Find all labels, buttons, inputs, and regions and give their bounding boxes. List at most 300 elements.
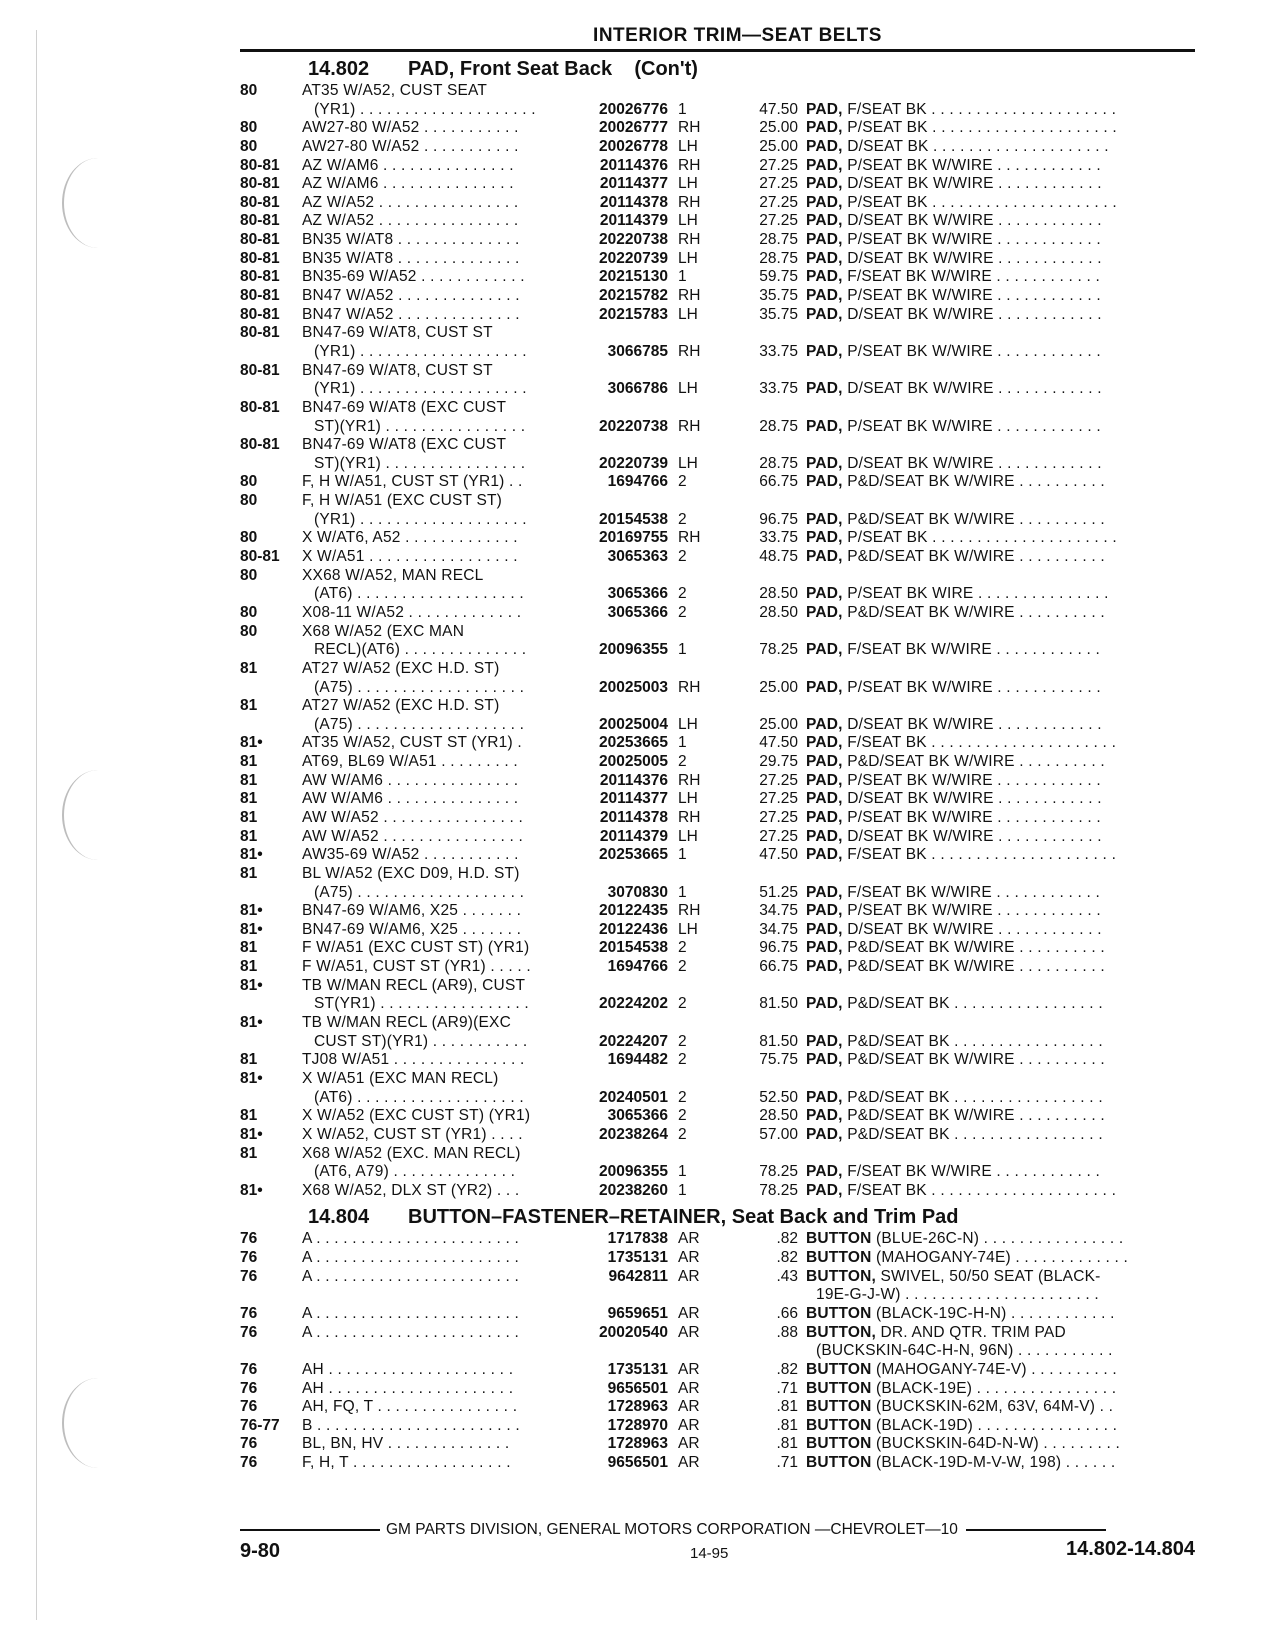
table-row	[240, 902, 1195, 921]
price: .81	[776, 1435, 798, 1453]
part-number: 20253665	[599, 846, 668, 864]
quantity	[674, 362, 716, 381]
quantity: RH	[678, 902, 701, 920]
price: 27.25	[759, 771, 798, 789]
table-row	[240, 734, 1195, 753]
model-description: BN35 W/AT8 . . . . . . . . . . . . . .	[302, 231, 520, 249]
quantity: LH	[678, 920, 698, 938]
footer-publisher: GM PARTS DIVISION, GENERAL MOTORS CORPORATION —CHEVROLET—10	[386, 1521, 958, 1538]
quantity: LH	[678, 790, 698, 808]
price: 66.75	[759, 958, 798, 976]
part-name-noun: PAD,	[806, 193, 843, 211]
part-name-detail: P&D/SEAT BK W/WIRE . . . . . . . . . .	[842, 548, 1105, 566]
quantity: LH	[678, 380, 698, 398]
price	[716, 324, 804, 343]
part-name-detail: P/SEAT BK W/WIRE . . . . . . . . . . . .	[842, 902, 1101, 920]
quantity: 2	[678, 995, 687, 1013]
price: 81.50	[759, 1032, 798, 1050]
part-number: 20096355	[599, 641, 668, 659]
model-description: AW27-80 W/A52 . . . . . . . . . . .	[302, 137, 519, 155]
table-row	[240, 1070, 1195, 1089]
part-name-detail: P&D/SEAT BK W/WIRE . . . . . . . . . .	[842, 1051, 1105, 1069]
price	[716, 1070, 804, 1089]
price: 35.75	[759, 305, 798, 323]
table-row	[240, 884, 1195, 903]
price: 35.75	[759, 287, 798, 305]
model-description: X W/A52 (EXC CUST ST) (YR1)	[302, 1107, 531, 1125]
part-name-noun: PAD,	[806, 641, 843, 659]
price: 28.75	[759, 417, 798, 435]
price: 78.25	[759, 1163, 798, 1181]
table-row	[240, 623, 1195, 642]
quantity: 2	[678, 1051, 687, 1069]
model-year: 81	[240, 771, 258, 789]
quantity: 2	[678, 548, 687, 566]
quantity: 2	[678, 585, 687, 603]
price: 27.25	[759, 175, 798, 193]
part-number	[570, 1014, 674, 1033]
part-name-noun: PAD,	[806, 342, 843, 360]
part-name	[804, 399, 1180, 418]
model-year: 76	[240, 1454, 258, 1472]
part-name	[804, 1070, 1180, 1089]
part-name	[804, 306, 1180, 325]
section-number: 14.802	[308, 58, 370, 80]
part-name-noun: PAD,	[806, 156, 843, 174]
part-name-detail: D/SEAT BK W/WIRE . . . . . . . . . . . .	[842, 827, 1102, 845]
part-name-noun: PAD,	[806, 883, 843, 901]
price	[716, 1014, 804, 1033]
quantity: 2	[678, 510, 687, 528]
part-name	[804, 1033, 1180, 1052]
quantity: 2	[678, 1032, 687, 1050]
part-name-detail: (BUCKSKIN-64D-N-W) . . . . . . . . .	[871, 1435, 1121, 1453]
part-number: 20025003	[599, 678, 668, 696]
table-row	[240, 939, 1195, 958]
part-name-noun: PAD,	[806, 305, 843, 323]
table-row	[240, 306, 1195, 325]
quantity: LH	[678, 827, 698, 845]
part-name	[804, 1305, 1180, 1324]
model-year: 81•	[240, 976, 263, 994]
table-row	[240, 1268, 1195, 1287]
part-name-noun: PAD,	[806, 231, 843, 249]
model-year	[240, 1286, 302, 1305]
model-description: AZ W/A52 . . . . . . . . . . . . . . . .	[302, 212, 519, 230]
table-row	[240, 828, 1195, 847]
model-year	[240, 679, 302, 698]
model-year: 76	[240, 1379, 258, 1397]
part-name-noun: PAD,	[806, 790, 843, 808]
part-name-noun: PAD,	[806, 958, 843, 976]
quantity: LH	[678, 175, 698, 193]
part-number: 1694766	[607, 473, 668, 491]
quantity: 1	[678, 734, 687, 752]
part-name-detail: (BLACK-19C-H-N) . . . . . . . . . . . .	[871, 1305, 1115, 1322]
part-name	[804, 660, 1180, 679]
quantity: AR	[678, 1454, 700, 1472]
part-name	[804, 846, 1180, 865]
model-year: 81•	[240, 1181, 263, 1199]
part-name-noun: PAD,	[806, 995, 843, 1013]
part-number	[570, 324, 674, 343]
part-number: 20154538	[599, 510, 668, 528]
part-name	[804, 1107, 1180, 1126]
table-row	[240, 660, 1195, 679]
model-description: BN47-69 W/AM6, X25 . . . . . . .	[302, 920, 522, 938]
part-name-detail: P&D/SEAT BK W/WIRE . . . . . . . . . .	[842, 510, 1105, 528]
part-name-noun: BUTTON	[806, 1230, 872, 1248]
model-description: AW W/AM6 . . . . . . . . . . . . . . .	[302, 771, 519, 789]
price: 25.00	[759, 119, 798, 137]
quantity: 1	[678, 268, 687, 286]
part-number: 20114376	[599, 771, 668, 789]
table-row	[240, 194, 1195, 213]
model-description: ST(YR1) . . . . . . . . . . . . . . . . .	[314, 995, 529, 1013]
table-row	[240, 1145, 1195, 1164]
part-name-detail: D/SEAT BK W/WIRE . . . . . . . . . . . .	[842, 454, 1102, 472]
table-row	[240, 865, 1195, 884]
part-name-detail: D/SEAT BK W/WIRE . . . . . . . . . . . .	[842, 920, 1102, 938]
part-name	[804, 1417, 1180, 1436]
part-name-detail: P&D/SEAT BK W/WIRE . . . . . . . . . .	[842, 753, 1105, 771]
price: .82	[776, 1249, 798, 1267]
price: 52.50	[759, 1088, 798, 1106]
part-name-noun: PAD,	[806, 715, 843, 733]
price	[716, 1145, 804, 1164]
part-name-noun: PAD,	[806, 753, 843, 771]
table-row	[240, 492, 1195, 511]
model-year: 76	[240, 1435, 258, 1453]
part-name	[804, 772, 1180, 791]
quantity: AR	[678, 1379, 700, 1397]
table-row	[240, 604, 1195, 623]
table-row	[240, 231, 1195, 250]
model-year: 80-81	[240, 324, 280, 342]
part-number: 9656501	[607, 1454, 668, 1472]
quantity	[674, 567, 716, 586]
table-row	[240, 1305, 1195, 1324]
model-year: 80	[240, 603, 258, 621]
part-name-noun: PAD,	[806, 287, 843, 305]
part-name	[804, 1398, 1180, 1417]
price: 27.25	[759, 827, 798, 845]
quantity	[674, 1342, 716, 1361]
part-name	[804, 82, 1180, 101]
quantity: 2	[678, 958, 687, 976]
model-description: AZ W/AM6 . . . . . . . . . . . . . . .	[302, 175, 514, 193]
model-description: A . . . . . . . . . . . . . . . . . . . . . . .	[302, 1305, 519, 1322]
part-name	[804, 1126, 1180, 1145]
quantity: 2	[678, 473, 687, 491]
part-name-detail: (BLACK-19E) . . . . . . . . . . . . . . . .	[871, 1379, 1117, 1397]
part-name-detail: P&D/SEAT BK W/WIRE . . . . . . . . . .	[842, 958, 1105, 976]
quantity: RH	[678, 529, 701, 547]
part-name	[804, 753, 1180, 772]
table-row	[240, 1361, 1195, 1380]
price: .66	[776, 1305, 798, 1322]
model-year: 80-81	[240, 287, 280, 305]
part-name-detail: P/SEAT BK W/WIRE . . . . . . . . . . . .	[842, 342, 1101, 360]
quantity: RH	[678, 156, 701, 174]
part-name-noun: PAD,	[806, 454, 843, 472]
part-number: 20224202	[599, 995, 668, 1013]
price	[716, 362, 804, 381]
part-name-noun: BUTTON	[806, 1379, 872, 1397]
part-name	[804, 1361, 1180, 1380]
part-name-detail: 19E-G-J-W) . . . . . . . . . . . . . . . . . . . . . .	[816, 1286, 1099, 1304]
table-row	[240, 362, 1195, 381]
price: 25.00	[759, 678, 798, 696]
model-description: TB W/MAN RECL (AR9)(EXC	[302, 1014, 511, 1032]
model-year	[240, 1163, 302, 1182]
part-name-noun: PAD,	[806, 510, 843, 528]
model-description: F W/A51 (EXC CUST ST) (YR1)	[302, 939, 530, 957]
part-number: 20215782	[599, 287, 668, 305]
part-name-noun: PAD,	[806, 137, 843, 155]
model-description: AZ W/A52 . . . . . . . . . . . . . . . .	[302, 193, 519, 211]
footer-rule-left	[240, 1529, 380, 1531]
model-year: 80-81	[240, 193, 280, 211]
part-name-detail: F/SEAT BK W/WIRE . . . . . . . . . . . .	[842, 883, 1101, 901]
part-number: 1694482	[607, 1051, 668, 1069]
model-description: X W/A51 (EXC MAN RECL)	[302, 1069, 499, 1087]
table-row	[240, 1342, 1195, 1361]
part-number: 20220739	[599, 454, 668, 472]
model-year: 81	[240, 1144, 258, 1162]
part-name-noun: PAD,	[806, 1051, 843, 1069]
part-number: 1728963	[607, 1435, 668, 1453]
price: 28.50	[759, 603, 798, 621]
table-row	[240, 977, 1195, 996]
table-row	[240, 1286, 1195, 1305]
model-year: 81	[240, 790, 258, 808]
model-year: 76	[240, 1267, 258, 1285]
model-description: (A75) . . . . . . . . . . . . . . . . . . .	[314, 678, 525, 696]
part-name-detail: P/SEAT BK W/WIRE . . . . . . . . . . . .	[842, 678, 1101, 696]
part-number: 1728970	[607, 1416, 668, 1434]
model-description: BN35-69 W/A52 . . . . . . . . . . . .	[302, 268, 525, 286]
quantity: 2	[678, 603, 687, 621]
part-name	[804, 995, 1180, 1014]
part-number: 3070830	[607, 883, 668, 901]
model-year: 80	[240, 566, 258, 584]
price	[716, 697, 804, 716]
model-year: 80-81	[240, 436, 280, 454]
quantity: RH	[678, 342, 701, 360]
part-name-detail: F/SEAT BK . . . . . . . . . . . . . . . . . . . . .	[842, 100, 1117, 118]
part-name	[804, 884, 1180, 903]
part-name-noun: BUTTON	[806, 1398, 872, 1416]
part-name-noun: PAD,	[806, 268, 843, 286]
model-description: X68 W/A52 (EXC MAN	[302, 622, 465, 640]
part-number: 1717838	[607, 1230, 668, 1248]
price: 27.25	[759, 193, 798, 211]
model-description: AZ W/AM6 . . . . . . . . . . . . . . .	[302, 156, 514, 174]
section-title: PAD, Front Seat Back (Con't)	[408, 58, 698, 80]
part-name-detail: P/SEAT BK W/WIRE . . . . . . . . . . . .	[842, 417, 1101, 435]
part-name	[804, 716, 1180, 735]
price: 27.25	[759, 808, 798, 826]
table-row	[240, 1230, 1195, 1249]
part-name-noun: PAD,	[806, 1125, 843, 1143]
model-year	[240, 716, 302, 735]
table-row	[240, 567, 1195, 586]
table-row	[240, 418, 1195, 437]
model-year: 81•	[240, 920, 263, 938]
table-row	[240, 1249, 1195, 1268]
part-name-detail: P/SEAT BK W/WIRE . . . . . . . . . . . .	[842, 287, 1101, 305]
model-description: AH . . . . . . . . . . . . . . . . . . . . .	[302, 1360, 514, 1378]
part-name	[804, 1163, 1180, 1182]
part-number: 9656501	[607, 1379, 668, 1397]
part-number	[570, 1342, 674, 1361]
part-number	[570, 362, 674, 381]
model-year: 81	[240, 939, 258, 957]
model-year: 81•	[240, 902, 263, 920]
part-name	[804, 473, 1180, 492]
price: .82	[776, 1360, 798, 1378]
part-name-noun: PAD,	[806, 249, 843, 267]
quantity	[674, 1286, 716, 1305]
quantity: RH	[678, 119, 701, 137]
section-number: 14.804	[308, 1206, 370, 1229]
part-name	[804, 1380, 1180, 1399]
table-row	[240, 790, 1195, 809]
part-number	[570, 623, 674, 642]
table-row	[240, 846, 1195, 865]
quantity	[674, 436, 716, 455]
quantity: AR	[678, 1249, 700, 1267]
model-description: AW W/AM6 . . . . . . . . . . . . . . .	[302, 790, 519, 808]
quantity: 2	[678, 1107, 687, 1125]
price: 25.00	[759, 137, 798, 155]
footer-page-number: 14-95	[690, 1545, 729, 1562]
part-number	[570, 1145, 674, 1164]
part-name	[804, 977, 1180, 996]
part-name-detail: (MAHOGANY-74E-V) . . . . . . . . . .	[871, 1360, 1117, 1378]
part-number: 20238264	[599, 1125, 668, 1143]
part-name	[804, 138, 1180, 157]
part-number: 20240501	[599, 1088, 668, 1106]
model-description: AT35 W/A52, CUST SEAT	[302, 82, 488, 99]
part-number: 20114376	[599, 156, 668, 174]
model-description: AW W/A52 . . . . . . . . . . . . . . . .	[302, 808, 524, 826]
table-row	[240, 324, 1195, 343]
part-name	[804, 1286, 1180, 1305]
part-number	[570, 977, 674, 996]
price: 57.00	[759, 1125, 798, 1143]
table-row	[240, 641, 1195, 660]
quantity	[674, 1145, 716, 1164]
quantity: AR	[678, 1398, 700, 1416]
part-name-detail: P/SEAT BK . . . . . . . . . . . . . . . . . . . . .	[842, 529, 1117, 547]
table-row	[240, 753, 1195, 772]
quantity: LH	[678, 137, 698, 155]
part-name	[804, 567, 1180, 586]
model-description: ST)(YR1) . . . . . . . . . . . . . . . .	[314, 454, 526, 472]
section-heading-pad	[240, 52, 1195, 82]
running-head: INTERIOR TRIM—SEAT BELTS	[593, 25, 882, 46]
part-name	[804, 809, 1180, 828]
quantity: RH	[678, 771, 701, 789]
price	[716, 1286, 804, 1305]
part-name-detail: D/SEAT BK . . . . . . . . . . . . . . . . . . . .	[842, 137, 1109, 155]
table-row	[240, 287, 1195, 306]
part-name	[804, 436, 1180, 455]
part-name	[804, 119, 1180, 138]
table-row	[240, 380, 1195, 399]
model-year: 81	[240, 808, 258, 826]
part-number: 20224207	[599, 1032, 668, 1050]
part-name	[804, 623, 1180, 642]
part-number: 1728963	[607, 1398, 668, 1416]
table-row	[240, 529, 1195, 548]
part-name-noun: PAD,	[806, 529, 843, 547]
part-name-noun: PAD,	[806, 548, 843, 566]
part-name	[804, 529, 1180, 548]
part-name-noun: PAD,	[806, 100, 843, 118]
model-year	[240, 1089, 302, 1108]
price: 27.25	[759, 156, 798, 174]
model-year: 80-81	[240, 398, 280, 416]
part-name-detail: F/SEAT BK W/WIRE . . . . . . . . . . . .	[842, 1163, 1101, 1181]
price: .71	[776, 1454, 798, 1472]
quantity	[674, 492, 716, 511]
model-year: 76	[240, 1305, 258, 1322]
part-name-detail: D/SEAT BK W/WIRE . . . . . . . . . . . .	[842, 790, 1102, 808]
model-year: 76	[240, 1323, 258, 1341]
part-number: 20025004	[599, 715, 668, 733]
part-name-noun: PAD,	[806, 902, 843, 920]
part-number	[570, 865, 674, 884]
table-row	[240, 1107, 1195, 1126]
model-description: AT69, BL69 W/A51 . . . . . . . . .	[302, 753, 518, 771]
part-number: 20215783	[599, 305, 668, 323]
quantity: RH	[678, 808, 701, 826]
part-number: 1735131	[607, 1360, 668, 1378]
price	[716, 436, 804, 455]
part-number: 20114378	[599, 193, 668, 211]
model-year: 80-81	[240, 361, 280, 379]
part-name-noun: PAD,	[806, 585, 843, 603]
part-name-noun: BUTTON,	[806, 1323, 876, 1341]
model-description: A . . . . . . . . . . . . . . . . . . . . . . .	[302, 1323, 519, 1341]
price: 47.50	[759, 100, 798, 118]
model-description: BN47-69 W/AT8 (EXC CUST	[302, 436, 507, 454]
table-row	[240, 157, 1195, 176]
price: 33.75	[759, 529, 798, 547]
price: 75.75	[759, 1051, 798, 1069]
model-year: 81•	[240, 846, 263, 864]
part-number: 20114379	[599, 827, 668, 845]
model-description: X08-11 W/A52 . . . . . . . . . . . . .	[302, 603, 522, 621]
part-name	[804, 697, 1180, 716]
quantity: 2	[678, 1088, 687, 1106]
part-name	[804, 418, 1180, 437]
part-name-detail: P&D/SEAT BK W/WIRE . . . . . . . . . .	[842, 603, 1105, 621]
price: 48.75	[759, 548, 798, 566]
quantity: 1	[678, 1163, 687, 1181]
table-row	[240, 1398, 1195, 1417]
price: 34.75	[759, 902, 798, 920]
quantity: 1	[678, 1181, 687, 1199]
price: 78.25	[759, 1181, 798, 1199]
part-name-noun: PAD,	[806, 119, 843, 137]
model-year: 81•	[240, 1069, 263, 1087]
part-name-detail: F/SEAT BK . . . . . . . . . . . . . . . . . . . . .	[842, 846, 1117, 864]
part-name	[804, 492, 1180, 511]
